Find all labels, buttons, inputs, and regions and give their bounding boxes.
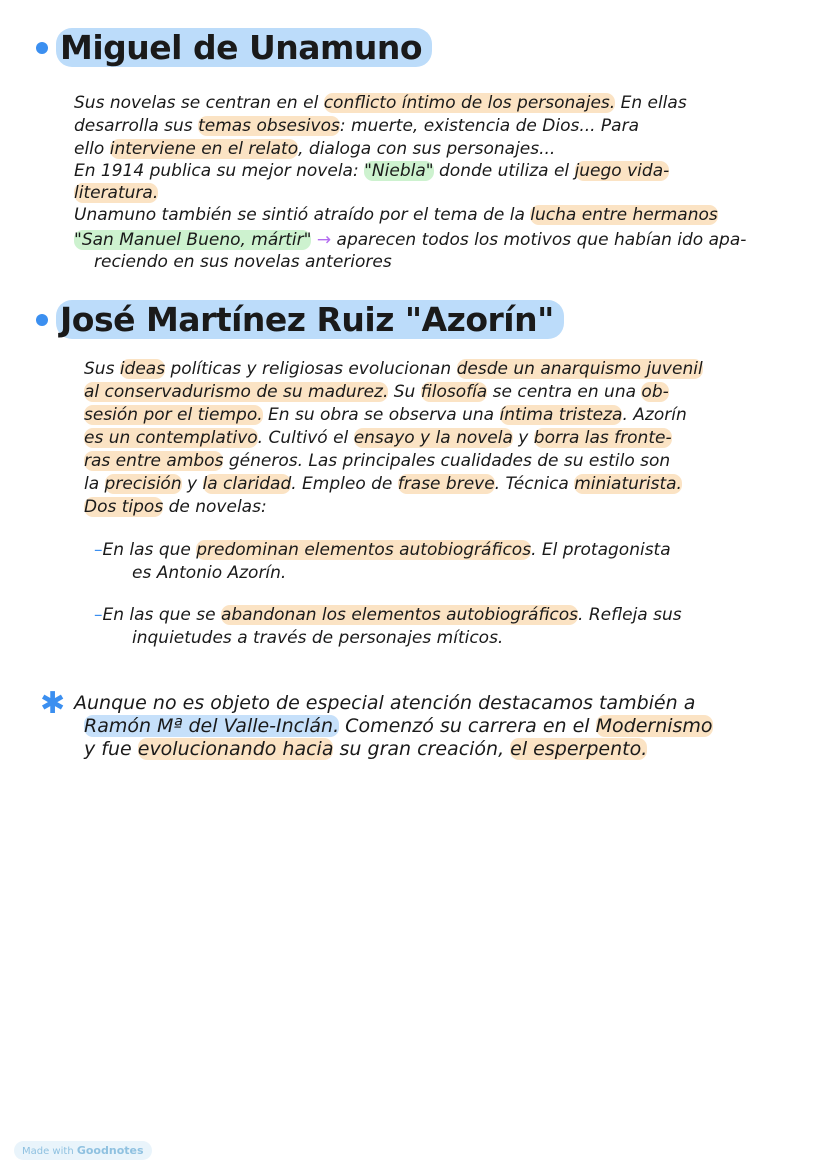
text-segment: y	[512, 428, 534, 448]
text-segment: aparecen todos los motivos que habían ido apa-	[336, 230, 747, 250]
highlighted-text: abandonan los elementos autobiográficos	[220, 605, 579, 625]
text-line	[84, 496, 267, 518]
text-segment: En 1914 publica su mejor novela:	[74, 161, 365, 181]
highlighted-text: temas obsesivos	[198, 116, 340, 136]
text-segment: . Técnica	[494, 474, 575, 494]
text-segment: Su	[388, 382, 421, 402]
heading-text: José Martínez Ruiz "Azorín"	[56, 300, 564, 339]
highlighted-text: ideas	[119, 359, 166, 379]
footer-brand: Goodnotes	[76, 1144, 144, 1157]
highlighted-text: desde un anarquismo juvenil	[456, 359, 703, 379]
goodnotes-badge	[14, 1141, 152, 1160]
highlighted-text: ras entre ambos	[84, 451, 224, 471]
text-segment: la	[84, 474, 105, 494]
text-line	[84, 381, 669, 403]
text-line	[94, 604, 682, 626]
text-segment: reciendo en sus novelas anteriores	[94, 252, 392, 272]
highlighted-text: el esperpento.	[510, 738, 648, 760]
highlighted-text: literatura.	[74, 183, 159, 203]
text-segment: y fue	[84, 738, 138, 760]
text-segment: Unamuno también se sintió atraído por el tema de la	[74, 205, 531, 225]
text-line	[74, 692, 695, 714]
text-line	[94, 539, 671, 561]
text-segment: y	[181, 474, 203, 494]
highlighted-text: predominan elementos autobiográficos	[196, 540, 532, 560]
text-segment: , dialoga con sus personajes...	[298, 139, 556, 159]
highlighted-text: "Niebla"	[364, 161, 434, 181]
text-segment: se centra en una	[487, 382, 642, 402]
text-segment: . Refleja sus	[578, 605, 682, 625]
text-segment: Sus	[84, 359, 120, 379]
text-segment: ello	[74, 139, 110, 159]
text-segment: : muerte, existencia de Dios... Para	[339, 116, 640, 136]
text-segment: Aunque no es objeto de especial atención destacamos también a	[74, 692, 696, 714]
highlighted-text: evolucionando hacia	[137, 738, 334, 760]
highlighted-text: conflicto íntimo de los personajes.	[323, 93, 616, 113]
text-segment: . Empleo de	[291, 474, 398, 494]
heading-azorin	[36, 300, 564, 339]
text-segment: es Antonio Azorín.	[132, 563, 287, 583]
highlighted-text: Dos tipos	[84, 497, 164, 517]
highlighted-text: frase breve	[397, 474, 495, 494]
highlighted-text: es un contemplativo	[84, 428, 258, 448]
text-segment: géneros. Las principales cualidades de su estilo son	[223, 451, 671, 471]
text-line	[74, 92, 687, 114]
footer-prefix: Made with	[22, 1146, 74, 1157]
text-segment: Comenzó su carrera en el	[339, 715, 596, 737]
text-line	[132, 562, 286, 584]
text-segment: su gran creación,	[333, 738, 511, 760]
text-line	[84, 358, 703, 380]
highlighted-text: juego vida-	[574, 161, 670, 181]
highlighted-text: borra las fronte-	[533, 428, 672, 448]
text-segment: de novelas:	[163, 497, 267, 517]
text-line	[84, 715, 713, 737]
highlighted-text: precisión	[104, 474, 182, 494]
text-segment: En ellas	[615, 93, 687, 113]
highlighted-text: ensayo y la novela	[353, 428, 513, 448]
text-line	[84, 450, 670, 472]
text-segment: inquietudes a través de personajes míticos.	[132, 628, 504, 648]
text-segment: donde utiliza el	[433, 161, 575, 181]
dash-bullet: –	[94, 605, 103, 625]
highlighted-text: miniaturista.	[574, 474, 682, 494]
highlighted-text: al conservadurismo de su madurez.	[84, 382, 389, 402]
heading-unamuno	[36, 28, 432, 67]
text-line	[84, 473, 682, 495]
text-line	[74, 138, 555, 160]
arrow-icon: →	[311, 230, 337, 250]
text-line	[74, 160, 669, 182]
highlighted-text: Modernismo	[595, 715, 713, 737]
text-line	[84, 427, 672, 449]
text-line	[74, 115, 639, 137]
text-line	[94, 251, 392, 273]
highlighted-text: lucha entre hermanos	[530, 205, 718, 225]
text-segment: En su obra se observa una	[262, 405, 500, 425]
bullet-dot-icon	[36, 42, 48, 54]
text-segment: desarrolla sus	[74, 116, 199, 136]
text-segment: políticas y religiosas evolucionan	[165, 359, 457, 379]
bullet-dot-icon	[36, 314, 48, 326]
text-segment: . Cultivó el	[257, 428, 354, 448]
text-segment: . El protagonista	[531, 540, 671, 560]
text-line	[132, 627, 503, 649]
asterisk-icon: ✱	[40, 686, 66, 721]
text-line	[74, 204, 718, 226]
heading-text: Miguel de Unamuno	[56, 28, 432, 67]
highlighted-text: "San Manuel Bueno, mártir"	[74, 230, 312, 250]
highlighted-text: íntima tristeza	[499, 405, 623, 425]
text-segment: . Azorín	[622, 405, 687, 425]
text-line	[84, 404, 687, 426]
highlighted-text: interviene en el relato	[109, 139, 299, 159]
text-segment: En las que	[102, 540, 197, 560]
highlighted-text: filosofía	[420, 382, 488, 402]
text-line	[74, 229, 746, 251]
text-line	[84, 738, 647, 760]
text-line	[74, 182, 158, 204]
dash-bullet: –	[94, 540, 103, 560]
highlighted-text: ob-	[641, 382, 669, 402]
highlighted-text: sesión por el tiempo.	[84, 405, 263, 425]
highlighted-text: la claridad	[202, 474, 292, 494]
text-segment: Sus novelas se centran en el	[74, 93, 324, 113]
text-segment: En las que se	[102, 605, 221, 625]
highlighted-text: Ramón Mª del Valle-Inclán.	[84, 715, 340, 737]
